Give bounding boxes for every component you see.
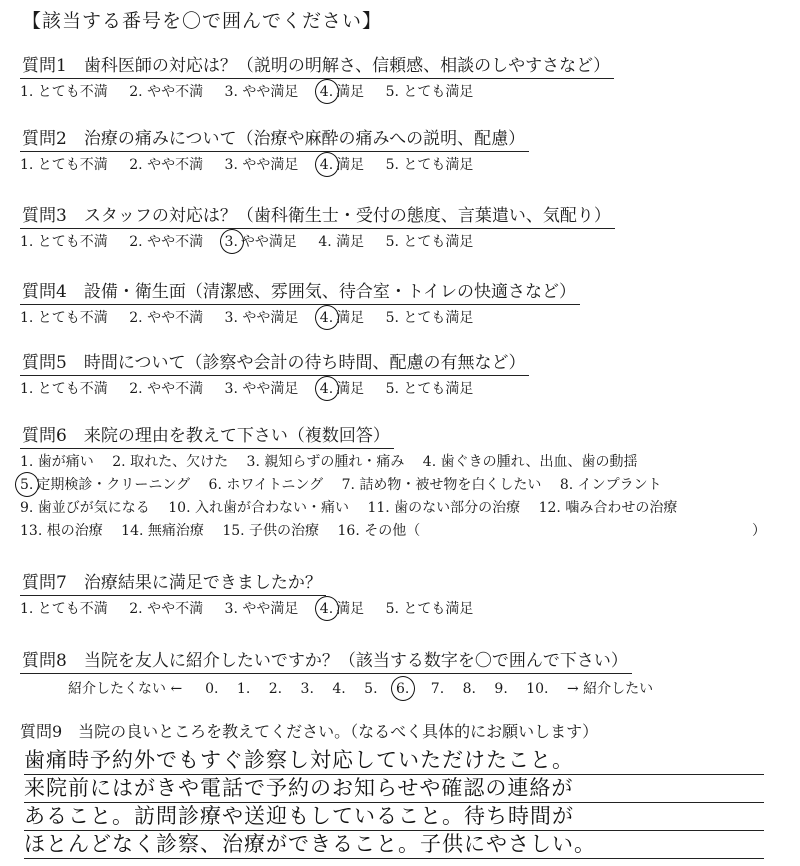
question-1-title: 質問1 歯科医師の対応は？（説明の明解さ、信頼感、相談のしやすさなど） — [20, 55, 614, 79]
scale-left-label: 紹介したくない ← — [68, 681, 183, 697]
option-5[interactable]: 5. とても満足 — [385, 310, 474, 326]
reason-10[interactable]: 10. 入れ歯が合わない・痛い — [168, 500, 349, 516]
reason-16-other[interactable]: 16. その他（ — [337, 523, 421, 539]
score-5[interactable]: 5. — [364, 681, 378, 697]
answer-line-1: 歯痛時予約外でもすぐ診察し対応していただけたこと。 — [24, 747, 764, 775]
reason-7[interactable]: 7. 詰め物・被せ物を白くしたい — [341, 477, 542, 493]
reason-15[interactable]: 15. 子供の治療 — [222, 523, 320, 539]
question-5 — [20, 352, 790, 400]
score-7[interactable]: 7. — [430, 681, 445, 697]
question-7-title: 質問7 治療結果に満足できましたか？ — [20, 572, 326, 596]
option-4-selected[interactable]: 4. 満足 — [320, 154, 364, 176]
question-2-options — [20, 154, 790, 176]
option-5[interactable]: 5. とても満足 — [385, 601, 474, 617]
question-9 — [20, 722, 790, 742]
question-8-scale — [20, 678, 790, 700]
question-8 — [20, 650, 790, 700]
question-6-title: 質問6 来院の理由を教えて下さい（複数回答） — [20, 425, 394, 449]
score-10[interactable]: 10. — [526, 681, 549, 697]
answer-line-4: ほとんどなく診察、治療ができること。子供にやさしい。 — [24, 831, 764, 859]
question-4-title: 質問4 設備・衛生面（清潔感、雰囲気、待合室・トイレの快適さなど） — [20, 281, 580, 305]
option-4-selected[interactable]: 4. 満足 — [320, 378, 364, 400]
question-1 — [20, 55, 790, 103]
reason-3[interactable]: 3. 親知らずの腫れ・痛み — [246, 454, 405, 470]
score-8[interactable]: 8. — [462, 681, 476, 697]
reason-1[interactable]: 1. 歯が痛い — [20, 454, 94, 470]
reason-5-label: 定期検診・クリーニング — [36, 477, 191, 493]
question-7 — [20, 572, 790, 620]
option-2[interactable]: 2. やや不満 — [129, 381, 204, 397]
question-4 — [20, 281, 790, 329]
question-6-row-3 — [20, 497, 790, 520]
option-1[interactable]: 1. とても不満 — [20, 310, 108, 326]
option-2[interactable]: 2. やや不満 — [129, 157, 204, 173]
free-text-answer[interactable] — [24, 747, 764, 859]
option-2[interactable]: 2. やや不満 — [129, 84, 204, 100]
reason-11[interactable]: 11. 歯のない部分の治療 — [367, 500, 521, 516]
question-2 — [20, 128, 790, 176]
reason-8[interactable]: 8. インプラント — [559, 477, 662, 493]
option-4-selected[interactable]: 4. 満足 — [320, 307, 364, 329]
option-1[interactable]: 1. とても不満 — [20, 84, 108, 100]
option-1[interactable]: 1. とても不満 — [20, 234, 108, 250]
reason-14[interactable]: 14. 無痛治療 — [121, 523, 204, 539]
score-1[interactable]: 1. — [236, 681, 251, 697]
question-6 — [20, 425, 790, 543]
score-6-number: 6. — [396, 678, 409, 700]
reason-12[interactable]: 12. 噛み合わせの治療 — [538, 500, 678, 516]
question-8-title: 質問8 当院を友人に紹介したいですか？（該当する数字を〇で囲んで下さい） — [20, 650, 632, 674]
reason-6[interactable]: 6. ホワイトニング — [208, 477, 324, 493]
option-3[interactable]: 3. やや満足 — [224, 157, 299, 173]
question-7-options — [20, 598, 790, 620]
question-5-options — [20, 378, 790, 400]
option-2[interactable]: 2. やや不満 — [129, 601, 204, 617]
question-4-options — [20, 307, 790, 329]
score-4[interactable]: 4. — [332, 681, 346, 697]
option-2[interactable]: 2. やや不満 — [129, 234, 204, 250]
score-3[interactable]: 3. — [300, 681, 314, 697]
reason-2[interactable]: 2. 取れた、欠けた — [112, 454, 229, 470]
option-4[interactable]: 4. 満足 — [318, 234, 365, 250]
question-3 — [20, 205, 790, 253]
score-2[interactable]: 2. — [268, 681, 283, 697]
option-3[interactable]: 3. やや満足 — [224, 84, 299, 100]
option-3[interactable]: 3. やや満足 — [224, 601, 299, 617]
option-3-selected[interactable]: 3. やや満足 — [225, 231, 297, 253]
question-2-title: 質問2 治療の痛みについて（治療や麻酔の痛みへの説明、配慮） — [20, 128, 529, 152]
option-2[interactable]: 2. やや不満 — [129, 310, 204, 326]
question-6-row-4 — [20, 520, 790, 543]
reason-9[interactable]: 9. 歯並びが気になる — [20, 500, 150, 516]
reason-4[interactable]: 4. 歯ぐきの腫れ、出血、歯の動揺 — [422, 454, 638, 470]
option-4-selected[interactable]: 4. 満足 — [320, 598, 364, 620]
question-5-title: 質問5 時間について（診察や会計の待ち時間、配慮の有無など） — [20, 352, 529, 376]
option-5[interactable]: 5. とても満足 — [385, 84, 474, 100]
instruction-header: 【該当する番号を〇で囲んでください】 — [22, 10, 383, 32]
question-3-options — [20, 231, 790, 253]
scale-right-label: → 紹介したい — [566, 681, 654, 697]
question-3-title: 質問3 スタッフの対応は？（歯科衛生士・受付の態度、言葉遣い、気配り） — [20, 205, 615, 229]
question-1-options — [20, 81, 790, 103]
score-9[interactable]: 9. — [494, 681, 508, 697]
answer-line-2: 来院前にはがきや電話で予約のお知らせや確認の連絡が — [24, 775, 764, 803]
question-6-row-2 — [20, 474, 790, 497]
answer-line-3: あること。訪問診療や送迎もしていること。待ち時間が — [24, 803, 764, 831]
option-3[interactable]: 3. やや満足 — [224, 381, 299, 397]
reason-13[interactable]: 13. 根の治療 — [20, 523, 103, 539]
reason-5-selected[interactable] — [20, 474, 190, 497]
option-3[interactable]: 3. やや満足 — [224, 310, 299, 326]
reason-5-number: 5. — [20, 474, 33, 497]
option-4-selected[interactable]: 4. 満足 — [320, 81, 364, 103]
option-5[interactable]: 5. とても満足 — [385, 381, 474, 397]
question-6-row-1 — [20, 451, 790, 474]
score-0[interactable]: 0. — [205, 681, 219, 697]
option-5[interactable]: 5. とても満足 — [385, 157, 474, 173]
other-close-paren: ） — [752, 523, 766, 539]
question-9-title: 質問9 当院の良いところを教えてください。（なるべく具体的にお願いします） — [20, 722, 599, 741]
option-1[interactable]: 1. とても不満 — [20, 381, 108, 397]
option-1[interactable]: 1. とても不満 — [20, 157, 108, 173]
option-1[interactable]: 1. とても不満 — [20, 601, 108, 617]
score-6-selected[interactable] — [396, 678, 412, 700]
option-5[interactable]: 5. とても満足 — [385, 234, 474, 250]
